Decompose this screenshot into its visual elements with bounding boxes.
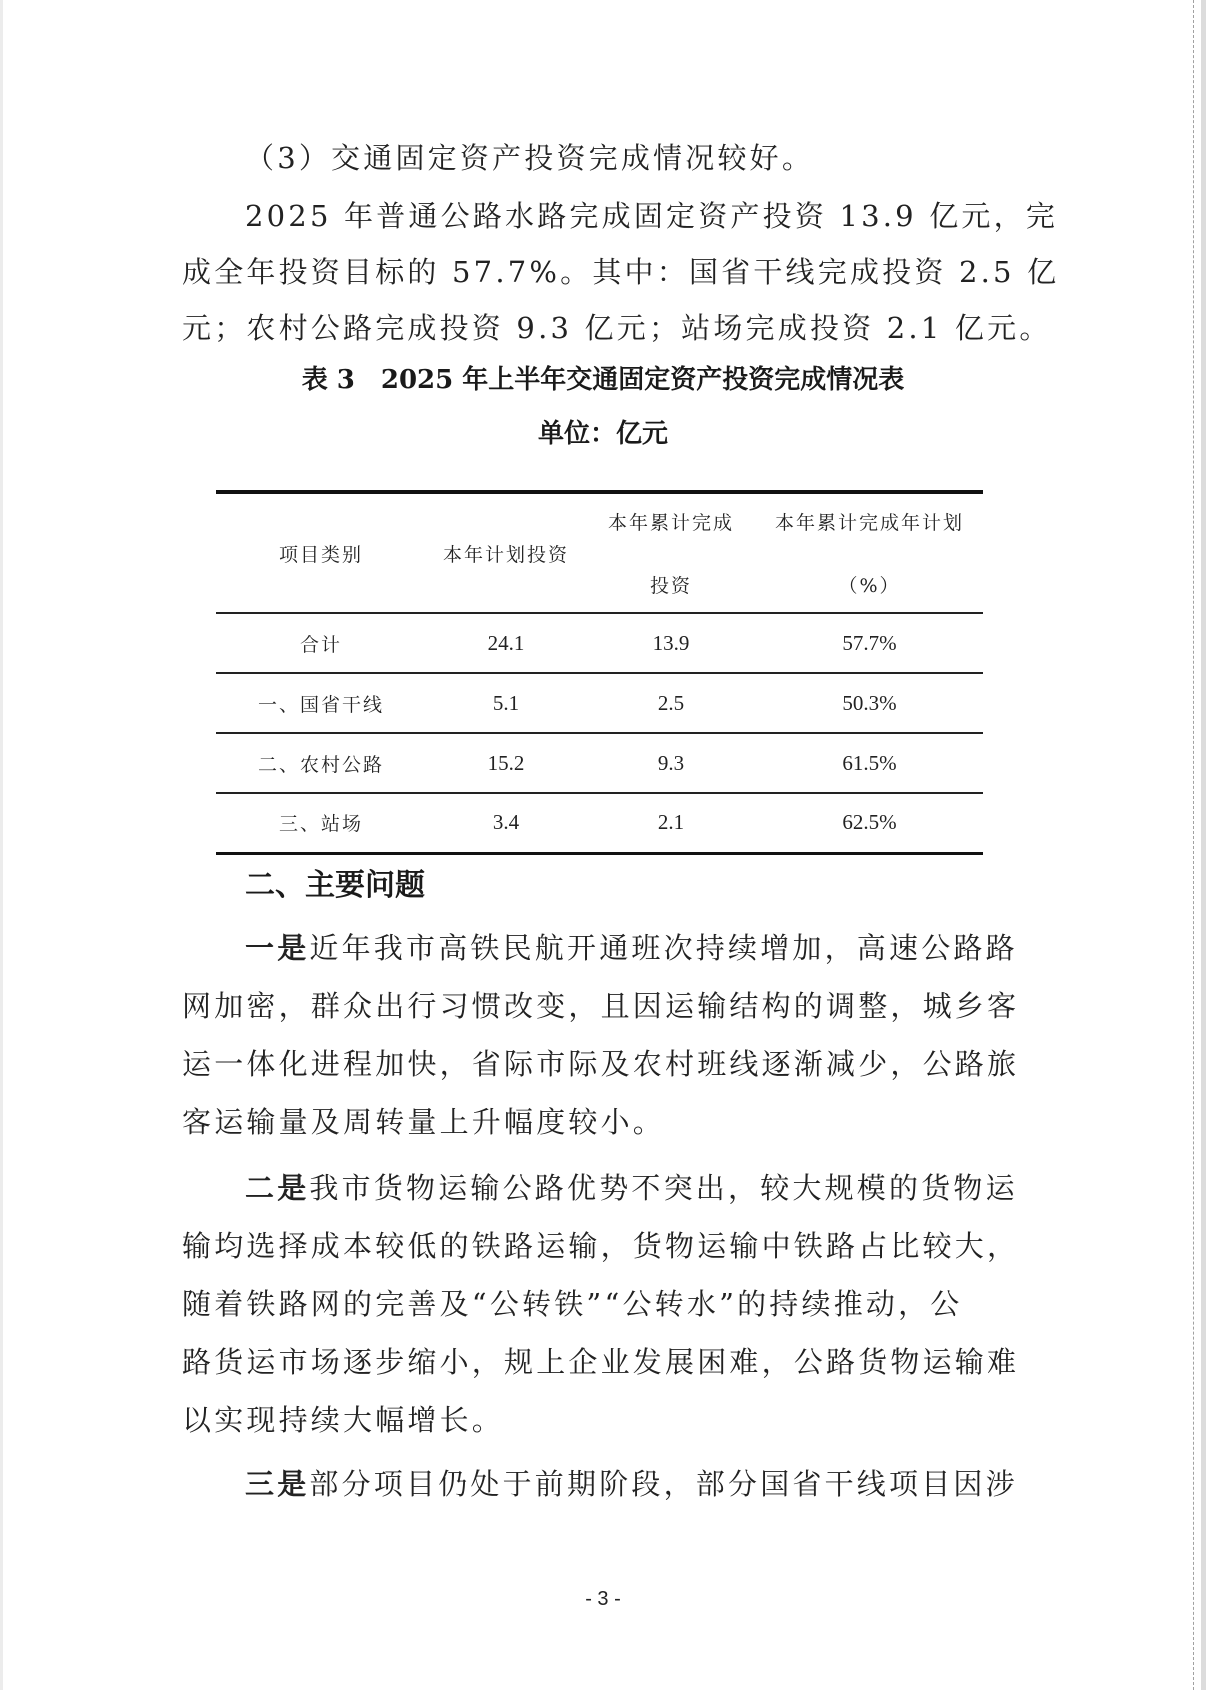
paragraph-line: 随着铁路网的完善及“公转铁”“公转水”的持续推动，公 xyxy=(182,1287,963,1321)
cell-planned: 15.2 xyxy=(487,750,525,775)
cell-planned: 24.1 xyxy=(487,630,525,655)
paragraph-line: 二是我市货物运输公路优势不突出，较大规模的货物运 xyxy=(245,1171,1018,1205)
cell-completed: 2.5 xyxy=(657,690,685,715)
cell-planned: 5.1 xyxy=(492,690,520,715)
cell-percent: 50.3% xyxy=(842,690,897,715)
item-lead: 二是 xyxy=(245,1171,310,1205)
header-completed: 本年累计完成 投资 xyxy=(607,512,734,597)
header-percent: 本年累计完成年计划 （%） xyxy=(774,512,964,597)
investment-table xyxy=(216,490,983,855)
header-planned: 本年计划投资 xyxy=(442,543,569,566)
cell-category: 一、国省干线 xyxy=(257,693,384,716)
table-header-row xyxy=(216,492,983,613)
cell-percent: 62.5% xyxy=(842,810,897,835)
paragraph-line: 成全年投资目标的 57.7%。其中：国省干线完成投资 2.5 亿 xyxy=(182,255,1060,289)
paragraph-line: 以实现持续大幅增长。 xyxy=(182,1403,505,1437)
table-caption: 表 3 2025 年上半年交通固定资产投资完成情况表 xyxy=(301,365,905,395)
paragraph-line: 路货运市场逐步缩小，规上企业发展困难，公路货物运输难 xyxy=(182,1345,1020,1379)
table-row xyxy=(216,613,983,673)
header-category: 项目类别 xyxy=(278,543,363,566)
table-unit: 单位：亿元 xyxy=(537,419,668,449)
table-row xyxy=(216,793,983,853)
paragraph-line: 运一体化进程加快，省际市际及农村班线逐渐减少，公路旅 xyxy=(182,1047,1020,1081)
cell-planned: 3.4 xyxy=(492,810,520,835)
cell-category: 三、站场 xyxy=(278,813,363,836)
cell-completed: 2.1 xyxy=(657,810,685,835)
cell-completed: 9.3 xyxy=(657,750,685,775)
section-title: （3）交通固定资产投资完成情况较好。 xyxy=(245,141,815,175)
scan-left-edge xyxy=(0,0,3,1690)
scan-right-edge xyxy=(1201,0,1206,1690)
item-lead: 一是 xyxy=(245,931,310,965)
paragraph-line: 一是近年我市高铁民航开通班次持续增加，高速公路路 xyxy=(245,931,1018,965)
paragraph-line: 网加密，群众出行习惯改变，且因运输结构的调整，城乡客 xyxy=(182,989,1020,1023)
paragraph-line: 客运输量及周转量上升幅度较小。 xyxy=(182,1105,666,1139)
page-number: - 3 - xyxy=(585,1588,621,1610)
table-row xyxy=(216,673,983,733)
problems-heading: 二、主要问题 xyxy=(245,868,425,903)
paragraph-line: 输均选择成本较低的铁路运输，货物运输中铁路占比较大， xyxy=(182,1229,1020,1263)
paragraph-line: 三是部分项目仍处于前期阶段，部分国省干线项目因涉 xyxy=(245,1467,1018,1501)
cell-percent: 61.5% xyxy=(842,750,897,775)
scan-fold-line xyxy=(1193,0,1194,1690)
item-lead: 三是 xyxy=(245,1467,310,1501)
cell-category: 合计 xyxy=(299,633,342,656)
paragraph-line: 元；农村公路完成投资 9.3 亿元；站场完成投资 2.1 亿元。 xyxy=(182,311,1052,345)
cell-percent: 57.7% xyxy=(842,630,897,655)
paragraph-line: 2025 年普通公路水路完成固定资产投资 13.9 亿元，完 xyxy=(245,199,1059,233)
cell-category: 二、农村公路 xyxy=(257,753,384,776)
table-row xyxy=(216,733,983,793)
cell-completed: 13.9 xyxy=(652,630,690,655)
